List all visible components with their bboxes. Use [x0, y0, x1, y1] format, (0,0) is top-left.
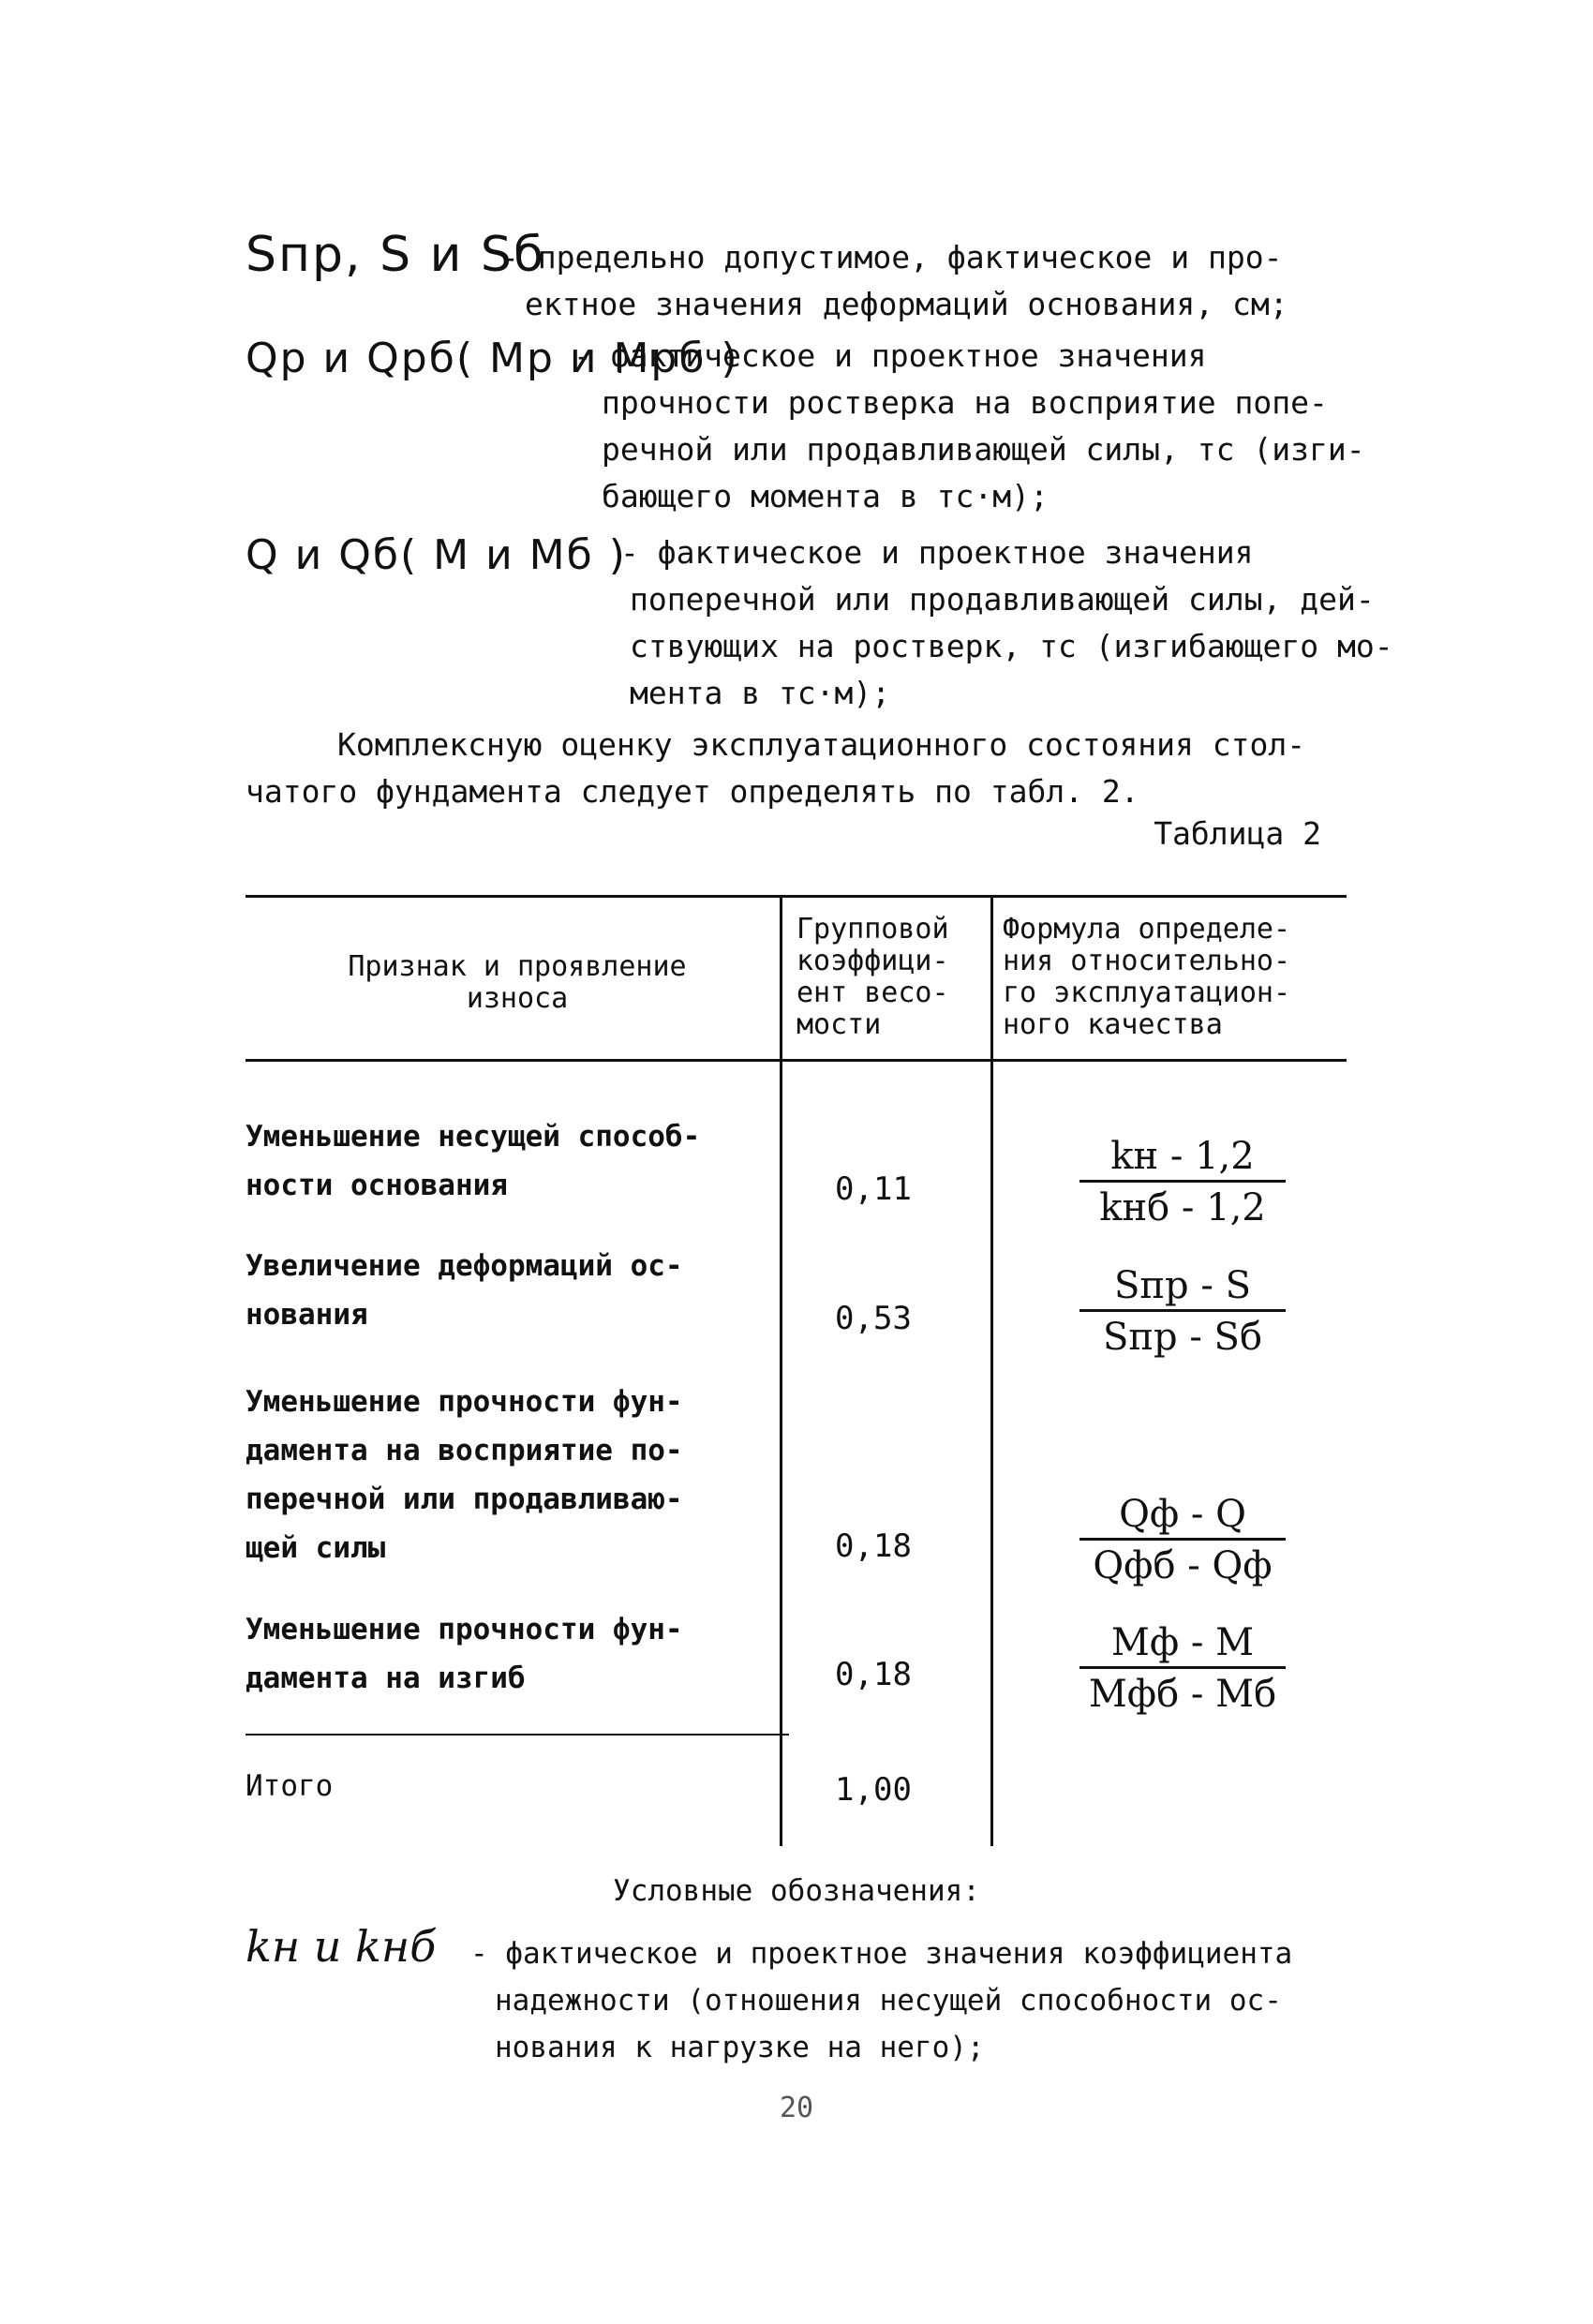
definition-term: Q и Qб( M и Mб ) [246, 531, 627, 579]
formula-numerator: Mф - M [1110, 1621, 1255, 1664]
legend-title: Условные обозначения: [613, 1874, 980, 1908]
definition-block-2 [246, 333, 1370, 520]
table-row-formula [1051, 1264, 1314, 1359]
table-top-rule [246, 895, 1347, 898]
table-caption: Таблица 2 [1154, 815, 1321, 852]
definition-line: речной или продавливающей силы, тс (изги- [602, 431, 1365, 468]
formula-denominator: Qфб - Qф [1093, 1544, 1273, 1587]
table-column-divider-1 [780, 895, 782, 1846]
body-paragraph [246, 722, 1370, 815]
table-row-value: 0,18 [835, 1527, 912, 1565]
table-header-rule [246, 1059, 1347, 1062]
header-feature: Признак и проявление износа [348, 950, 687, 1015]
table-row-label: Увеличение деформаций ос- нования [246, 1249, 683, 1332]
header-formula: Формула определе- ния относительно- го эксплуатацион- ного качества [1003, 913, 1291, 1041]
formula-numerator: kн - 1,2 [1110, 1135, 1255, 1178]
table-row-value: 0,53 [835, 1300, 912, 1337]
table-row-label: Уменьшение прочности фун- дамента на восприятие по- перечной или продавливаю- щей силы [246, 1385, 683, 1565]
formula-denominator: kнб - 1,2 [1099, 1186, 1266, 1229]
table-total-label: Итого [246, 1769, 334, 1803]
definition-block-1 [246, 227, 1370, 328]
table-total-value: 1,00 [835, 1771, 912, 1809]
definition-line: прочности ростверка на восприятие попе- [602, 384, 1328, 421]
formula-denominator: Mфб - Mб [1088, 1673, 1277, 1716]
definition-term: Sпр, S и Sб [246, 227, 546, 283]
formula-denominator: Sпр - Sб [1102, 1316, 1263, 1359]
legend-line: нования к нагрузке на него); [495, 2031, 985, 2064]
table-total-rule [246, 1734, 789, 1736]
table-row-label: Уменьшение несущей способ- ности основания [246, 1120, 701, 1202]
legend-line: надежности (отношения несущей способности ос- [495, 1984, 1282, 2018]
legend-line: - фактическое и проектное значения коэффициента [470, 1937, 1293, 1971]
legend-term: kн и kнб [246, 1921, 437, 1972]
paragraph-line: чатого фундамента следует определять по табл. 2. [246, 773, 1139, 810]
assessment-table [246, 895, 1351, 1846]
definition-line: мента в тс·м); [630, 675, 891, 711]
paragraph-line: Комплексную оценку эксплуатационного состояния стол- [337, 726, 1306, 763]
table-row-formula [1051, 1621, 1314, 1716]
formula-numerator: Qф - Q [1119, 1493, 1246, 1536]
header-weight-coefficient: Групповой коэффици- ент весо- мости [796, 913, 949, 1041]
definition-line: - фактическое и проектное значения [620, 534, 1254, 571]
table-row-label: Уменьшение прочности фун- дамента на изгиб [246, 1613, 683, 1695]
page-number: 20 [779, 2092, 814, 2124]
table-row-value: 0,18 [835, 1656, 912, 1693]
definition-line: - предельно допустимое, фактическое и про- [500, 239, 1283, 276]
definition-line: бающего момента в тс·м); [602, 478, 1049, 514]
definition-line: - фактическое и проектное значения [573, 337, 1207, 374]
table-row-formula [1051, 1135, 1314, 1229]
definition-term: Qр и Qрб( Mр и Mрб ) [246, 335, 739, 382]
formula-numerator: Sпр - S [1113, 1264, 1251, 1307]
definition-block-3 [246, 529, 1393, 717]
definition-line: ствующих на ростверк, тс (изгибающего мо- [630, 628, 1393, 664]
table-row-value: 0,11 [835, 1170, 912, 1208]
table-column-divider-2 [990, 895, 993, 1846]
definition-line: поперечной или продавливающей силы, дей- [630, 581, 1375, 618]
definition-line: ектное значения деформаций основания, см; [525, 286, 1288, 322]
table-row-formula [1051, 1493, 1314, 1587]
